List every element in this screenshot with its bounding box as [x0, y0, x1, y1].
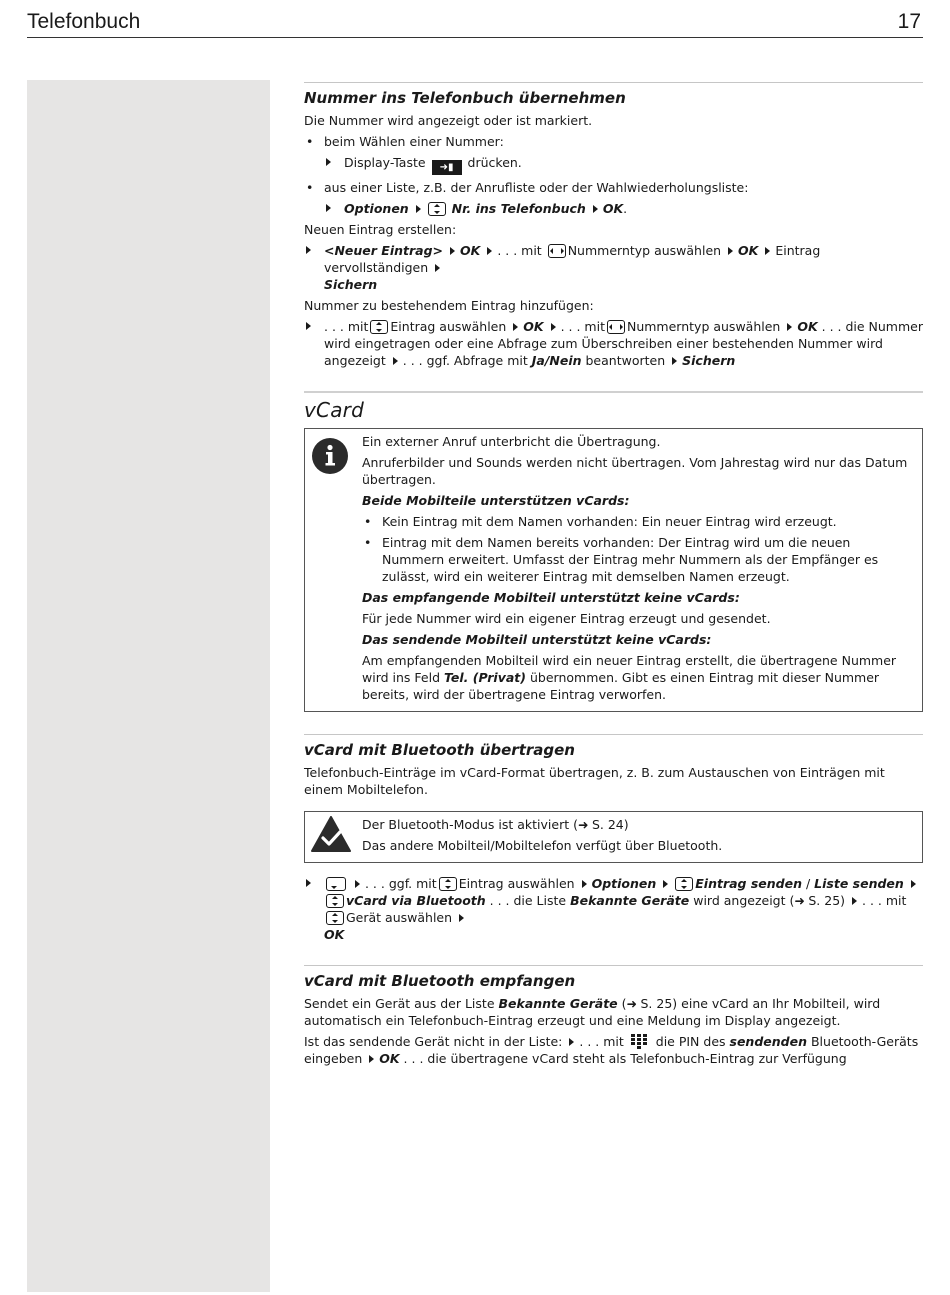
control-key-up-down-icon: [326, 911, 344, 925]
step-text: Eintrag vervollständigen: [324, 243, 821, 275]
step-text: . . . die Liste: [489, 893, 567, 908]
step-text: Eintrag auswählen: [458, 876, 575, 891]
sidebar-panel: [27, 80, 270, 1292]
paragraph: [304, 1033, 923, 1067]
right-arrow-icon: [393, 357, 398, 365]
right-arrow-icon: [450, 247, 455, 255]
info-subheading: Beide Mobilteile unterstützen vCards:: [362, 493, 630, 508]
warning-text: [362, 816, 914, 833]
menu-term: OK: [460, 243, 481, 258]
list-item: [362, 534, 914, 585]
warning-text: Das andere Mobilteil/Mobiltelefon verfügt über Bluetooth.: [362, 838, 723, 853]
info-text: [362, 652, 914, 703]
section-title: vCard: [304, 398, 364, 422]
menu-term: Optionen: [344, 201, 409, 216]
control-key-up-down-icon: [439, 877, 457, 891]
step-item: [304, 242, 923, 293]
right-arrow-icon: [911, 880, 916, 888]
right-arrow-icon: [663, 880, 668, 888]
section-divider: [304, 391, 923, 393]
bullet-icon: •: [364, 535, 372, 550]
step-text: drücken.: [467, 155, 522, 170]
reference-arrow-icon: ➜: [626, 996, 637, 1011]
warning-text-part: ): [623, 817, 629, 832]
list-item-text: Eintrag mit dem Namen bereits vorhanden: Der Eintrag wird um die neuen Nummern erweitert. Umfasst der Eintrag mehr Nummern als der Empfänger es zulässt, wird ein weiterer Eintrag mit demselben Namen erzeugt.: [382, 535, 879, 584]
display-key-phonebook-icon: ➜▮: [432, 160, 462, 175]
step-text: . . . mit: [324, 319, 369, 334]
step-text: wird angezeigt (: [693, 893, 795, 908]
control-key-up-down-icon: [428, 202, 446, 216]
section-divider: [304, 82, 923, 83]
list-item-text: aus einer Liste, z.B. der Anrufliste oder der Wahlwiederholungsliste:: [324, 180, 749, 195]
right-arrow-icon: [369, 1055, 374, 1063]
menu-term: <Neuer Eintrag>: [324, 243, 444, 258]
right-arrow-icon: [672, 357, 677, 365]
step-text: Nummerntyp auswählen: [626, 319, 781, 334]
paragraph: Die Nummer wird angezeigt oder ist markiert.: [304, 113, 593, 128]
paragraph-part: die PIN des: [655, 1034, 726, 1049]
paragraph: Neuen Eintrag erstellen:: [304, 222, 457, 237]
warning-box: [304, 811, 923, 863]
control-key-up-down-icon: [370, 320, 388, 334]
step-text: Nummerntyp auswählen: [567, 243, 722, 258]
section-title: vCard mit Bluetooth übertragen: [304, 741, 575, 759]
control-key-center-icon: [326, 877, 346, 891]
header-title: Telefonbuch: [27, 10, 141, 33]
menu-term: Bekannte Geräte: [498, 996, 618, 1011]
menu-term: Eintrag senden: [695, 876, 802, 891]
list-item: [304, 133, 923, 150]
control-key-left-right-icon: [607, 320, 625, 334]
step-text: . . . die Nummer wird eingetragen oder eine Abfrage zum Überschreiben einer bestehenden Nummer wird angezeigt: [324, 319, 923, 368]
paragraph: Telefonbuch-Einträge im vCard-Format übertragen, z. B. zum Austauschen von Einträgen mit einem Mobiltelefon.: [304, 765, 885, 797]
right-arrow-icon: [728, 247, 733, 255]
control-key-up-down-icon: [326, 894, 344, 908]
step-text: Display-Taste: [344, 155, 426, 170]
step-text: Gerät auswählen: [346, 910, 453, 925]
paragraph-part: Ist das sendende Gerät nicht in der Liste:: [304, 1034, 563, 1049]
step-text: . . . mit: [862, 893, 907, 908]
paragraph-part: . . . mit: [579, 1034, 624, 1049]
right-arrow-icon: [326, 204, 331, 212]
menu-term: OK: [523, 319, 544, 334]
right-arrow-icon: [326, 158, 331, 166]
right-arrow-icon: [355, 880, 360, 888]
step-text: beantworten: [585, 353, 666, 368]
paragraph-part: Sendet ein Gerät aus der Liste: [304, 996, 495, 1011]
info-circle-icon: [311, 437, 349, 475]
menu-term: OK: [602, 201, 624, 216]
right-arrow-icon: [435, 264, 440, 272]
step-text: . . . mit: [560, 319, 605, 334]
menu-term: Nr. ins Telefonbuch: [451, 201, 586, 216]
menu-term: Tel. (Privat): [444, 670, 526, 685]
step-item: [304, 200, 923, 217]
warning-text-part: Der Bluetooth-Modus ist aktiviert (: [362, 817, 578, 832]
page-reference: S. 25: [808, 893, 841, 908]
page-reference: S. 25: [640, 996, 673, 1011]
step-text: . . . mit: [497, 243, 542, 258]
page-number: 17: [897, 10, 921, 33]
menu-term: sendenden: [729, 1034, 807, 1049]
menu-term: Bekannte Geräte: [570, 893, 690, 908]
right-arrow-icon: [487, 247, 492, 255]
info-text-part: übernommen. Gibt es einen Eintrag mit dieser Nummer bereits, wird der übertragene Eintrag verworfen.: [362, 670, 880, 702]
right-arrow-icon: [416, 205, 421, 213]
right-arrow-icon: [582, 880, 587, 888]
info-box: [304, 428, 923, 712]
paragraph-part: eine vCard an Ihr Mobilteil, wird automatisch ein Telefonbuch-Eintrag erzeugt und eine Meldung im Display angezeigt.: [304, 996, 881, 1028]
right-arrow-icon: [569, 1038, 574, 1046]
section-title: Nummer ins Telefonbuch übernehmen: [304, 89, 626, 107]
menu-term: OK: [379, 1051, 400, 1066]
menu-term: OK: [738, 243, 759, 258]
control-key-left-right-icon: [548, 244, 566, 258]
reference-arrow-icon: ➜: [577, 817, 589, 832]
step-text: . . . ggf. Abfrage mit: [402, 353, 528, 368]
page-reference: S. 24: [591, 817, 624, 832]
right-arrow-icon: [513, 323, 518, 331]
step-item: [304, 318, 923, 369]
section-divider: [304, 734, 923, 735]
control-key-up-down-icon: [675, 877, 693, 891]
main-content: [304, 82, 923, 1071]
reference-arrow-icon: ➜: [794, 893, 805, 908]
info-subheading: Das sendende Mobilteil unterstützt keine vCards:: [362, 632, 712, 647]
menu-term: Ja/Nein: [531, 353, 582, 368]
paragraph: Sendet ein Gerät aus der Liste Bekannte Geräte (➜ S. 25) eine vCard an Ihr Mobilteil, wird automatisch ein Telefonbuch-Eintrag erzeugt und eine Meldung im Display angezeigt.: [304, 996, 881, 1028]
bullet-icon: •: [306, 180, 314, 195]
right-arrow-icon: [551, 323, 556, 331]
step-text: Eintrag auswählen: [390, 319, 507, 334]
paragraph: Nummer zu bestehendem Eintrag hinzufügen:: [304, 298, 594, 313]
check-triangle-icon: [311, 816, 351, 852]
info-text: Ein externer Anruf unterbricht die Übertragung.: [362, 434, 661, 449]
right-arrow-icon: [593, 205, 598, 213]
right-arrow-icon: [306, 879, 311, 887]
right-arrow-icon: [459, 914, 464, 922]
bullet-icon: •: [306, 134, 314, 149]
menu-term: OK: [797, 319, 818, 334]
bullet-icon: •: [364, 514, 372, 529]
step-item: [304, 154, 923, 175]
list-item: [304, 179, 923, 196]
page-header: [27, 8, 923, 38]
step-text: ): [840, 893, 846, 908]
menu-term: Optionen: [591, 876, 657, 891]
menu-term: vCard via Bluetooth: [346, 893, 486, 908]
keypad-icon: [631, 1034, 649, 1049]
paragraph-part: Bluetooth-Geräts eingeben: [304, 1034, 919, 1066]
separator-text: /: [802, 876, 815, 891]
list-item-text: beim Wählen einer Nummer:: [324, 134, 504, 149]
punctuation: .: [623, 201, 628, 216]
right-arrow-icon: [787, 323, 792, 331]
menu-term: OK: [324, 927, 345, 942]
info-text-part: Am empfangenden Mobilteil wird ein neuer Eintrag erstellt, die übertragene Nummer wird ins Feld: [362, 653, 897, 685]
menu-term: Sichern: [324, 277, 378, 292]
section-title: vCard mit Bluetooth empfangen: [304, 972, 576, 990]
list-item-text: Kein Eintrag mit dem Namen vorhanden: Ein neuer Eintrag wird erzeugt.: [382, 514, 837, 529]
right-arrow-icon: [306, 322, 311, 330]
menu-term: Sichern: [682, 353, 736, 368]
paragraph-part: . . . die übertragene vCard steht als Telefonbuch-Eintrag zur Verfügung: [403, 1051, 847, 1066]
info-text: Anruferbilder und Sounds werden nicht übertragen. Vom Jahrestag wird nur das Datum übertragen.: [362, 455, 908, 487]
right-arrow-icon: [852, 897, 857, 905]
step-item: [304, 875, 923, 943]
right-arrow-icon: [306, 246, 311, 254]
section-divider: [304, 965, 923, 966]
info-subheading: Das empfangende Mobilteil unterstützt keine vCards:: [362, 590, 740, 605]
info-text: Für jede Nummer wird ein eigener Eintrag erzeugt und gesendet.: [362, 611, 771, 626]
step-text: . . . ggf. mit: [364, 876, 437, 891]
list-item: [362, 513, 914, 530]
right-arrow-icon: [765, 247, 770, 255]
menu-term: Liste senden: [814, 876, 904, 891]
